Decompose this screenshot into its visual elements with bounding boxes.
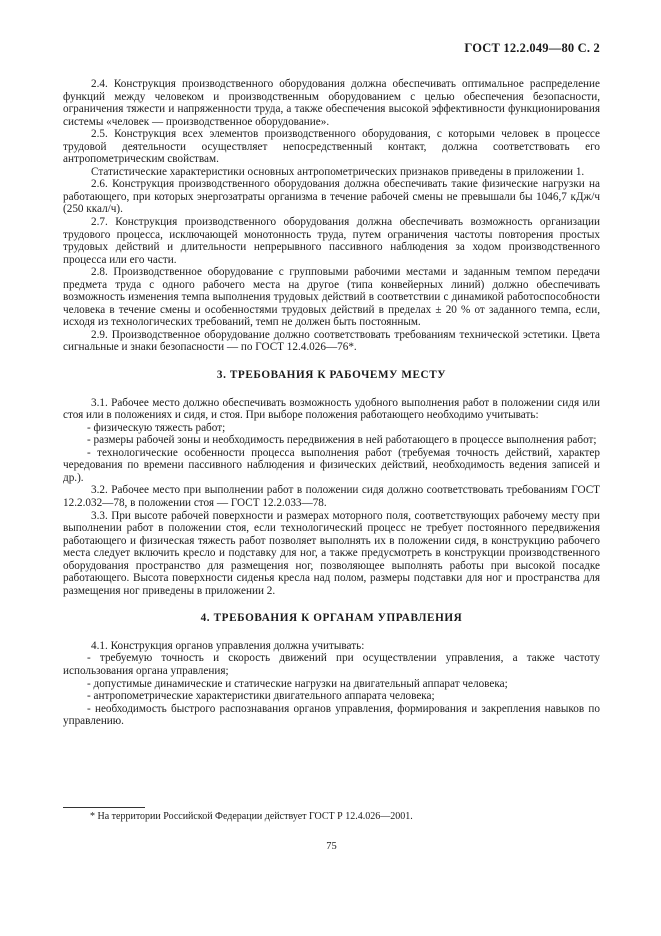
- paragraph-2-7: 2.7. Конструкция производственного оборудования должна обеспечивать возможность организации трудового процесса, исключающей монотонность труда, путем ограничения частоты повторения простых трудовых действий и длительности непрерывного пассивного наблюдения за ходом производственного процесса или его части.: [63, 216, 600, 266]
- paragraph-2-6: 2.6. Конструкция производственного оборудования должна обеспечивать такие физические нагрузки на работающего, при которых энергозатраты организма в течение рабочей смены не превышали бы 1046,7 кДж/ч (250 ккал/ч).: [63, 178, 600, 216]
- paragraph-2-4: 2.4. Конструкция производственного оборудования должна обеспечивать оптимальное распределение функций между человеком и производственным оборудованием с целью обеспечения безопасности, ограничения тяжести и напряженности труда, а также обеспечения высокой эффективности функционирования системы «человек — производственное оборудование».: [63, 78, 600, 128]
- footnote: * На территории Российской Федерации действует ГОСТ Р 12.4.026—2001.: [90, 811, 413, 822]
- list-item: - размеры рабочей зоны и необходимость передвижения в ней работающего в процессе выполнения работ;: [87, 434, 597, 447]
- list-item: - необходимость быстрого распознавания органов управления, формирования и закрепления навыков по управлению.: [63, 702, 600, 728]
- page-header: ГОСТ 12.2.049—80 С. 2: [464, 41, 600, 55]
- section-4-heading: 4. ТРЕБОВАНИЯ К ОРГАНАМ УПРАВЛЕНИЯ: [200, 612, 463, 625]
- paragraph-2-8: 2.8. Производственное оборудование с групповыми рабочими местами и заданным темпом передачи предмета труда с одного рабочего места на другое (типа конвейерных линий) должно обеспечивать возможность изменения темпа выполнения трудовых действий в соответствии с динамикой работоспособности человека в течение смены и особенностями трудовых действий в пределах ± 20 % от заданного темпа, если, исходя из технологических требований, темп не должен быть постоянным.: [63, 266, 600, 329]
- list-item: - физическую тяжесть работ;: [87, 421, 226, 434]
- page-number: 75: [326, 841, 337, 852]
- list-item: - технологические особенности процесса выполнения работ (требуемая точность действий, характер чередования по времени пассивного наблюдения и физических действий, необходимость ведения записей и др.).: [63, 446, 600, 484]
- list-item: - допустимые динамические и статические нагрузки на двигательный аппарат человека;: [87, 677, 508, 690]
- list-item: - требуемую точность и скорость движений при осуществлении управления, а также частоту использования органа управления;: [63, 652, 600, 677]
- paragraph-4-1: 4.1. Конструкция органов управления должна учитывать:: [91, 639, 365, 652]
- list-item: - антропометрические характеристики двигательного аппарата человека;: [87, 690, 435, 703]
- paragraph-2-5: 2.5. Конструкция всех элементов производственного оборудования, с которыми человек в процессе трудовой деятельности осуществляет непосредственный контакт, должна соответствовать его антропометрическим свойствам.: [63, 128, 600, 166]
- section-3-heading: 3. ТРЕБОВАНИЯ К РАБОЧЕМУ МЕСТУ: [216, 369, 447, 382]
- paragraph-2-5-note: Статистические характеристики основных антропометрических признаков приведены в приложении 1.: [91, 165, 585, 178]
- paragraph-3-2: 3.2. Рабочее место при выполнении работ в положении сидя должно соответствовать требованиям ГОСТ 12.2.032—78, в положении стоя — ГОСТ 12.2.033—78.: [63, 484, 600, 509]
- document-body: [63, 78, 600, 728]
- paragraph-2-9: 2.9. Производственное оборудование должно соответствовать требованиям технической эстетики. Цвета сигнальные и знаки безопасности — по ГОСТ 12.4.026—76*.: [63, 328, 600, 354]
- paragraph-3-3: 3.3. При высоте рабочей поверхности и размерах моторного поля, соответствующих рабочему месту при выполнении работ в положении стоя, если технологический процесс не требует постоянного передвижения работающего и физическая тяжесть работ позволяет выполнять их в положении сидя, в конструкцию рабочего места следует включить кресло и подставку для ног, а также предусмотреть в конструкции производственного оборудования пространство для размещения ног, позволяющее выполнять работы при высокой посадке работающего. Высота поверхности сиденья кресла над полом, размеры подставки для ног и пространства для размещения ног приведены в приложении 2.: [63, 509, 600, 597]
- paragraph-3-1: 3.1. Рабочее место должно обеспечивать возможность удобного выполнения работ в положении сидя или стоя или в положениях и сидя, и стоя. При выборе положения работающего необходимо учитывать:: [63, 396, 600, 422]
- footnote-divider: [63, 807, 145, 808]
